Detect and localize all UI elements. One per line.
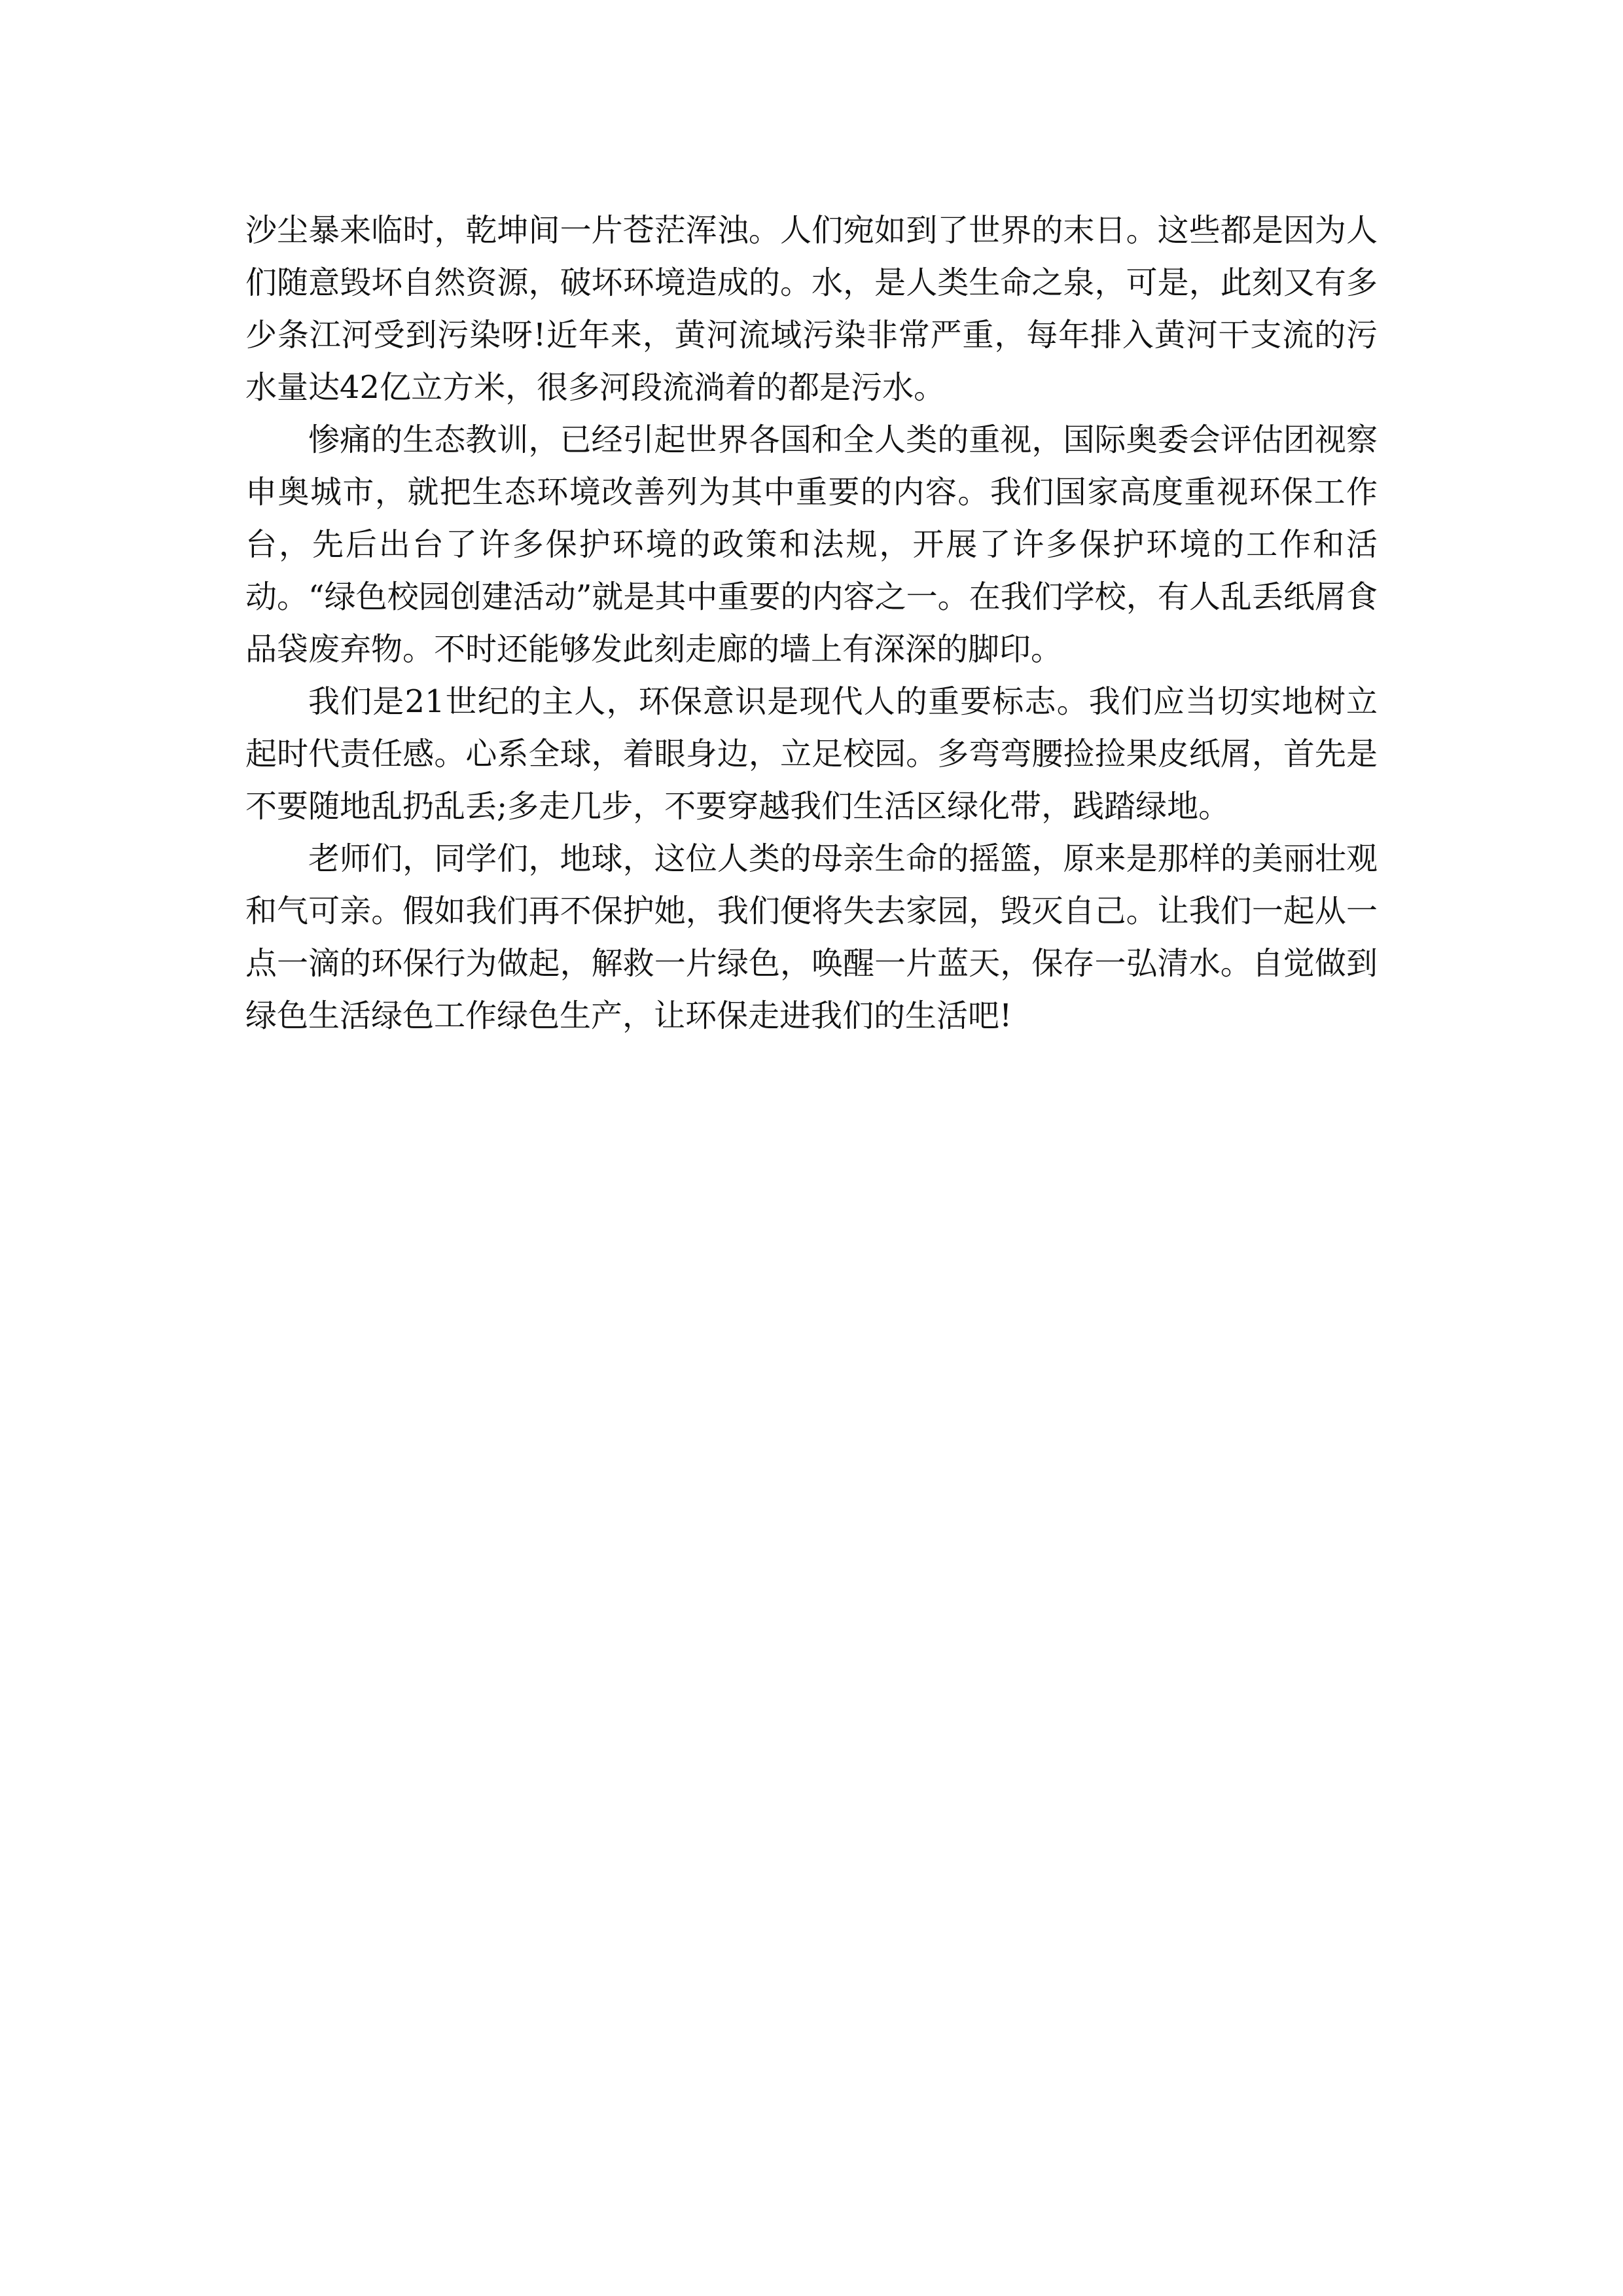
document-body xyxy=(245,204,1378,1042)
paragraph-continuation: 沙尘暴来临时，乾坤间一片苍茫浑浊。人们宛如到了世界的末日。这些都是因为人们随意毁坏自然资源，破坏环境造成的。水，是人类生命之泉，可是，此刻又有多少条江河受到污染呀!近年来，黄河流域污染非常严重，每年排入黄河干支流的污水量达42亿立方米，很多河段流淌着的都是污水。 xyxy=(245,212,1378,406)
paragraph-ecological-lesson: 惨痛的生态教训，已经引起世界各国和全人类的重视，国际奥委会评估团视察申奥城市，就把生态环境改善列为其中重要的内容。我们国家高度重视环保工作台，先后出台了许多保护环境的政策和法规，开展了许多保护环境的工作和活动。“绿色校园创建活动”就是其中重要的内容之一。在我们学校，有人乱丢纸屑食品袋废弃物。不时还能够发此刻走廊的墙上有深深的脚印。 xyxy=(245,422,1378,668)
paragraph-closing-appeal: 老师们，同学们，地球，这位人类的母亲生命的摇篮，原来是那样的美丽壮观和气可亲。假如我们再不保护她，我们便将失去家园，毁灭自己。让我们一起从一点一滴的环保行为做起，解救一片绿色，唤醒一片蓝天，保存一弘清水。自觉做到绿色生活绿色工作绿色生产，让环保走进我们的生活吧! xyxy=(245,840,1378,1034)
paragraph-environmental-awareness: 我们是21世纪的主人，环保意识是现代人的重要标志。我们应当切实地树立起时代责任感。心系全球，着眼身边，立足校园。多弯弯腰捡捡果皮纸屑，首先是不要随地乱扔乱丢;多走几步，不要穿越我们生活区绿化带，践踏绿地。 xyxy=(245,683,1378,825)
